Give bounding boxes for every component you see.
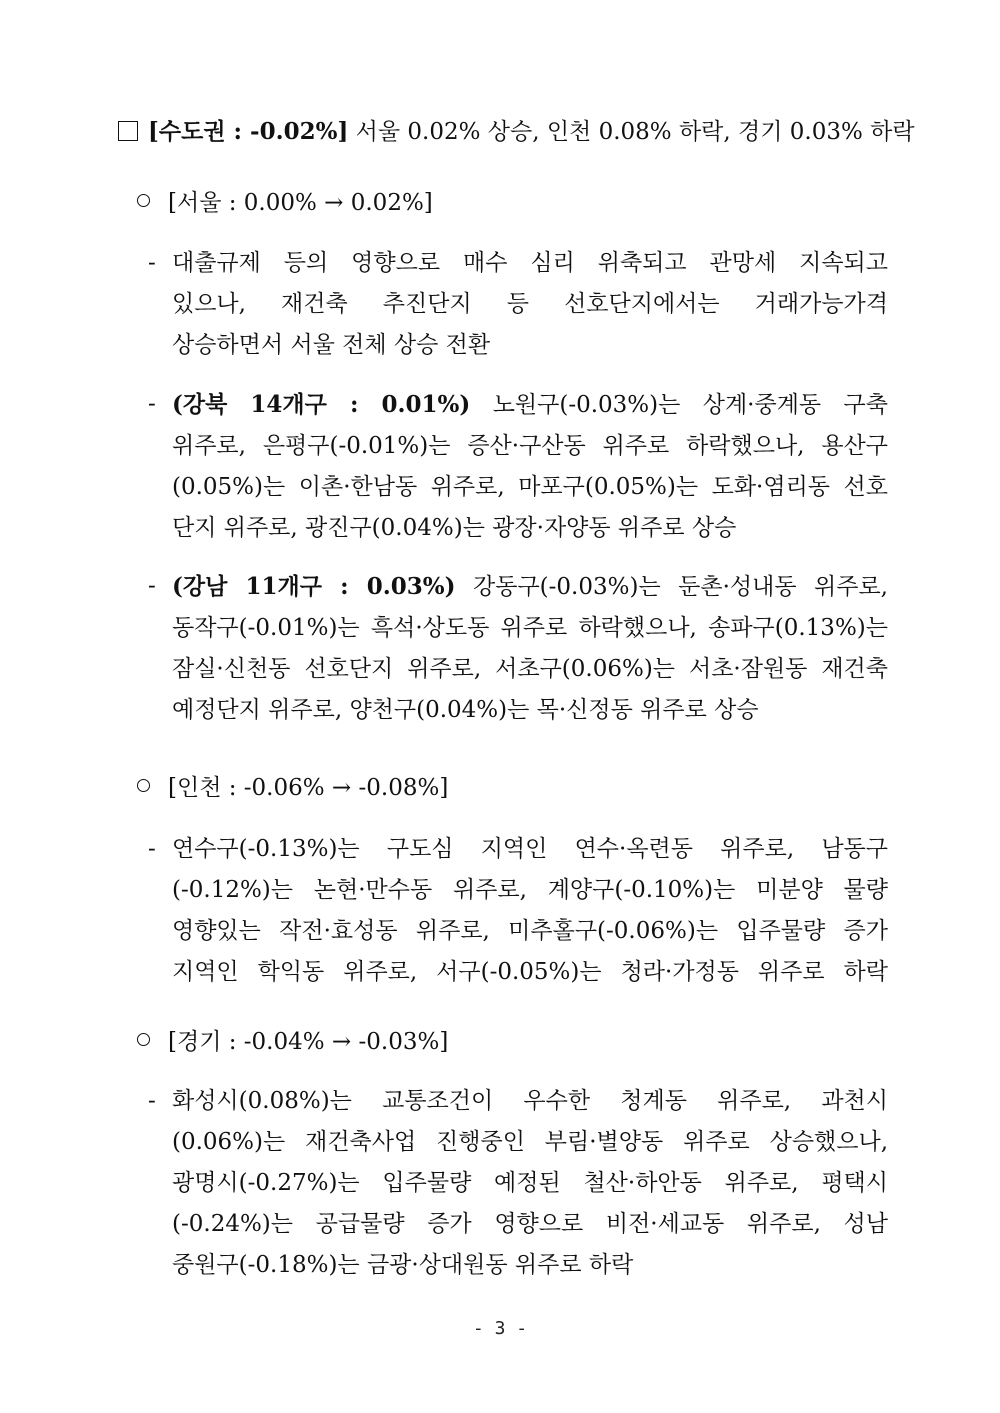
paragraph-line: 화성시(0.08%)는 교통조건이 우수한 청계동 위주로, 과천시 [172, 1088, 888, 1114]
circle-bullet-icon [137, 779, 150, 792]
paragraph-line: (0.06%)는 재건축사업 진행중인 부림·별양동 위주로 상승했으나, [172, 1129, 888, 1155]
checkbox-square-icon [118, 121, 138, 141]
capital-region-summary: 서울 0.02% 상승, 인천 0.08% 하락, 경기 0.03% 하락 [355, 119, 915, 145]
seoul-item-overview [148, 243, 888, 366]
dash-bullet: - [148, 391, 156, 417]
circle-bullet-icon [137, 1033, 150, 1046]
page-number: - 3 - [472, 1318, 528, 1339]
paragraph-line: 있으나, 재건축 추진단지 등 선호단지에서는 거래가능가격 [172, 291, 888, 317]
paragraph-line: 잠실·신천동 선호단지 위주로, 서초구(0.06%)는 서초·잠원동 재건축 [172, 656, 888, 682]
paragraph-line: 영향있는 작전·효성동 위주로, 미추홀구(-0.06%)는 입주물량 증가 [172, 918, 888, 944]
paragraph-line: 위주로, 은평구(-0.01%)는 증산·구산동 위주로 하락했으나, 용산구 [172, 433, 888, 459]
paragraph-line: 대출규제 등의 영향으로 매수 심리 위축되고 관망세 지속되고 [172, 250, 888, 276]
dash-bullet: - [148, 573, 156, 599]
paragraph-line: 단지 위주로, 광진구(0.04%)는 광장·자양동 위주로 상승 [172, 515, 737, 541]
dash-bullet: - [148, 836, 156, 862]
paragraph-line: 중원구(-0.18%)는 금광·상대원동 위주로 하락 [172, 1252, 634, 1278]
paragraph-line: 상승하면서 서울 전체 상승 전환 [172, 332, 491, 358]
paragraph-line: (-0.12%)는 논현·만수동 위주로, 계양구(-0.10%)는 미분양 물량 [172, 877, 888, 903]
dash-bullet: - [148, 250, 156, 276]
seoul-heading [137, 183, 897, 223]
incheon-heading [137, 768, 897, 808]
seoul-heading-text: [서울 : 0.00% → 0.02%] [168, 190, 433, 216]
seoul-item-gangnam [148, 566, 888, 731]
capital-region-tag: [수도권 : -0.02%] [148, 118, 349, 145]
paragraph-line: (-0.24%)는 공급물량 증가 영향으로 비전·세교동 위주로, 성남 [172, 1211, 888, 1237]
paragraph-line: 동작구(-0.01%)는 흑석·상도동 위주로 하락했으나, 송파구(0.13%)는 [172, 615, 888, 641]
gyeonggi-item [148, 1081, 888, 1286]
paragraph-line: (0.05%)는 이촌·한남동 위주로, 마포구(0.05%)는 도화·염리동 선호 [172, 474, 888, 500]
paragraph-line: 강동구(-0.03%)는 둔촌·성내동 위주로, [455, 574, 888, 600]
capital-region-headline [118, 112, 915, 152]
gangnam-label: (강남 11개구 : 0.03%) [172, 573, 456, 600]
paragraph-line: 지역인 학익동 위주로, 서구(-0.05%)는 청라·가정동 위주로 하락 [172, 959, 888, 985]
incheon-item [148, 829, 888, 993]
seoul-item-gangbuk [148, 384, 888, 549]
gyeonggi-heading [137, 1022, 897, 1062]
circle-bullet-icon [137, 194, 150, 207]
dash-bullet: - [148, 1088, 156, 1114]
gangbuk-label: (강북 14개구 : 0.01%) [172, 391, 471, 418]
paragraph-line: 노원구(-0.03%)는 상계·중계동 구축 [470, 392, 888, 418]
gyeonggi-heading-text: [경기 : -0.04% → -0.03%] [168, 1029, 449, 1055]
paragraph-line: 광명시(-0.27%)는 입주물량 예정된 철산·하안동 위주로, 평택시 [172, 1170, 888, 1196]
incheon-heading-text: [인천 : -0.06% → -0.08%] [168, 775, 449, 801]
paragraph-line: 연수구(-0.13%)는 구도심 지역인 연수·옥련동 위주로, 남동구 [172, 836, 888, 862]
paragraph-line: 예정단지 위주로, 양천구(0.04%)는 목·신정동 위주로 상승 [172, 697, 759, 723]
